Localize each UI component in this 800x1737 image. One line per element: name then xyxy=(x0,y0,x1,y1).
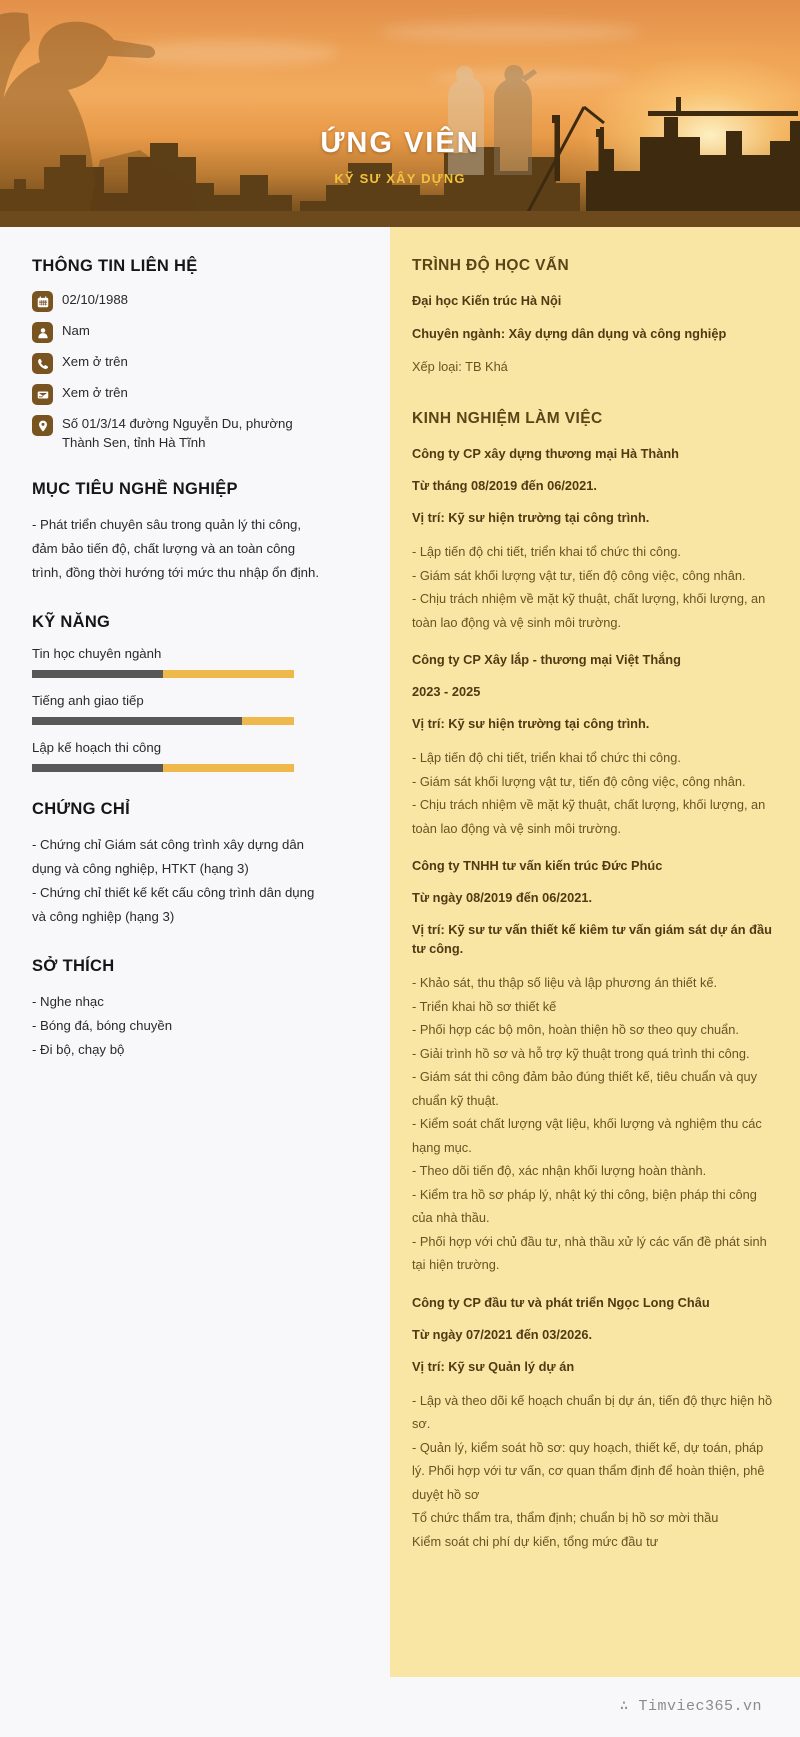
skill-progress-bar xyxy=(32,764,294,772)
experience-bullet: - Khảo sát, thu thập số liệu và lập phương án thiết kế. xyxy=(412,975,718,990)
experience-bullet: - Phối hợp với chủ đầu tư, nhà thầu xử lý các vấn đề phát sinh tại hiện trường. xyxy=(412,1233,767,1272)
objective-text: - Phát triển chuyên sâu trong quản lý thi công, đảm bảo tiến độ, chất lượng và an toàn công trình, đồng thời hướng tới mức thu nhập ổn định. xyxy=(32,517,320,580)
hobby-item: - Đi bộ, chạy bộ xyxy=(32,1042,125,1057)
skill-progress-bar xyxy=(32,717,294,725)
experience-item xyxy=(412,1293,774,1554)
experience-bullet: - Theo dõi tiến độ, xác nhận khối lượng hoàn thành. xyxy=(412,1163,707,1178)
calendar-icon xyxy=(32,291,53,312)
experience-position: Vị trí: Kỹ sư hiện trường tại công trình. xyxy=(412,510,650,525)
section-heading-hobbies: SỞ THÍCH xyxy=(32,957,115,975)
experience-position: Vị trí: Kỹ sư tư vấn thiết kế kiêm tư vấn giám sát dự án đầu tư công. xyxy=(412,922,772,956)
education-grade: Xếp loại: TB Khá xyxy=(412,359,508,374)
skill-progress-bar xyxy=(32,670,294,678)
section-heading-skills: KỸ NĂNG xyxy=(32,613,111,631)
contact-row-gender xyxy=(32,321,322,343)
envelope-icon xyxy=(32,384,53,405)
experience-bullets xyxy=(412,540,774,634)
contact-row-birthdate xyxy=(32,290,322,312)
experience-bullet: - Lập tiến độ chi tiết, triển khai tổ chức thi công. xyxy=(412,750,681,765)
experience-company: Công ty CP Xây lắp - thương mại Việt Thắng xyxy=(412,652,681,667)
contact-list xyxy=(32,290,322,452)
phone-icon xyxy=(32,353,53,374)
left-column xyxy=(0,227,350,1102)
skill-label: Tiếng anh giao tiếp xyxy=(32,693,144,708)
resume-body xyxy=(0,227,800,1677)
section-heading-objective: MỤC TIÊU NGHỀ NGHIỆP xyxy=(32,480,238,498)
contact-row-address xyxy=(32,414,322,452)
experience-period: Từ ngày 07/2021 đến 03/2026. xyxy=(412,1326,592,1342)
contact-value-email: Xem ở trên xyxy=(62,385,128,400)
experience-company: Công ty TNHH tư vấn kiến trúc Đức Phúc xyxy=(412,858,663,873)
experience-bullet: - Giải trình hồ sơ và hỗ trợ kỹ thuật trong quá trình thi công. xyxy=(412,1045,750,1061)
education-school: Đại học Kiến trúc Hà Nội xyxy=(412,293,562,308)
contact-value-address: Số 01/3/14 đường Nguyễn Du, phường Thành Sen, tỉnh Hà Tĩnh xyxy=(62,416,293,450)
column-gap xyxy=(350,227,390,1677)
person-icon xyxy=(32,322,53,343)
contact-value-phone: Xem ở trên xyxy=(62,354,128,369)
experience-bullets xyxy=(412,746,774,840)
experience-bullet: - Giám sát thi công đảm bảo đúng thiết kế, tiêu chuẩn và quy chuẩn kỹ thuật. xyxy=(412,1069,758,1108)
candidate-position: KỸ SƯ XÂY DỰNG xyxy=(334,170,466,186)
skill-item xyxy=(32,740,322,772)
right-column xyxy=(390,227,800,1677)
experience-bullet: - Lập tiến độ chi tiết, triển khai tổ chức thi công. xyxy=(412,544,681,559)
certificate-item: - Chứng chỉ thiết kế kết cấu công trình dân dụng và công nghiệp (hạng 3) xyxy=(32,885,315,924)
experience-bullet: Tổ chức thẩm tra, thẩm định; chuẩn bị hồ sơ mời thầu xyxy=(412,1510,719,1525)
hobby-item: - Nghe nhạc xyxy=(32,994,104,1009)
footer xyxy=(0,1677,800,1733)
experience-bullet: - Kiểm soát chất lượng vật liệu, khối lượng và nghiệm thu các hạng mục. xyxy=(412,1116,762,1155)
experience-company: Công ty CP đầu tư và phát triển Ngọc Long Châu xyxy=(412,1294,710,1310)
section-heading-certificates: CHỨNG CHỈ xyxy=(32,800,130,818)
skill-label: Tin học chuyên ngành xyxy=(32,646,162,661)
skill-progress-fill xyxy=(32,764,163,772)
section-heading-experience: KINH NGHIỆM LÀM VIỆC xyxy=(412,410,603,427)
experience-company: Công ty CP xây dựng thương mại Hà Thành xyxy=(412,446,679,461)
experience-period: 2023 - 2025 xyxy=(412,684,481,699)
section-heading-contact: THÔNG TIN LIÊN HỆ xyxy=(32,257,198,275)
banner-text-group xyxy=(0,128,800,186)
skill-progress-fill xyxy=(32,717,242,725)
skill-label: Lập kế hoạch thi công xyxy=(32,740,162,755)
experience-bullet: - Kiểm tra hồ sơ pháp lý, nhật ký thi công, biện pháp thi công của nhà thầu. xyxy=(412,1186,757,1225)
certificate-item: - Chứng chỉ Giám sát công trình xây dựng dân dụng và công nghiệp, HTKT (hạng 3) xyxy=(32,837,305,876)
hobby-item: - Bóng đá, bóng chuyền xyxy=(32,1018,173,1033)
cloud-shape xyxy=(380,22,640,42)
candidate-title: ỨNG VIÊN xyxy=(320,127,480,159)
experience-bullets xyxy=(412,971,774,1277)
location-pin-icon xyxy=(32,415,53,436)
experience-bullet: - Giám sát khối lượng vật tư, tiến độ công việc, công nhân. xyxy=(412,567,746,583)
banner-bottom-band xyxy=(0,211,800,227)
experience-position: Vị trí: Kỹ sư Quản lý dự án xyxy=(412,1358,575,1374)
experience-bullet: - Lập và theo dõi kế hoạch chuẩn bị dự án, tiến độ thực hiện hồ sơ. xyxy=(412,1392,773,1431)
experience-bullet: - Chịu trách nhiệm về mặt kỹ thuật, chất lượng, khối lượng, an toàn lao động và vệ sinh môi trường. xyxy=(412,797,766,836)
section-heading-education: TRÌNH ĐỘ HỌC VẤN xyxy=(412,257,570,274)
contact-row-phone xyxy=(32,352,322,374)
skill-item xyxy=(32,693,322,725)
brand-watermark: ∴ Timviec365.vn xyxy=(619,1697,762,1715)
experience-bullet: Kiểm soát chi phí dự kiến, tổng mức đầu tư xyxy=(412,1533,659,1549)
skill-item xyxy=(32,646,322,678)
contact-value-gender: Nam xyxy=(62,323,90,338)
experience-item xyxy=(412,444,774,634)
experience-bullet: - Giám sát khối lượng vật tư, tiến độ công việc, công nhân. xyxy=(412,773,746,789)
experience-period: Từ tháng 08/2019 đến 06/2021. xyxy=(412,478,597,493)
contact-value-birthdate: 02/10/1988 xyxy=(62,292,129,307)
experience-position: Vị trí: Kỹ sư hiện trường tại công trình. xyxy=(412,716,650,731)
experience-bullet: - Quản lý, kiểm soát hồ sơ: quy hoạch, thiết kế, dự toán, pháp lý. Phối hợp với tư vấn, cơ quan thẩm định để hoàn thiện, phê duyệt hồ sơ xyxy=(412,1439,765,1502)
experience-item xyxy=(412,856,774,1277)
experience-bullet: - Phối hợp các bộ môn, hoàn thiện hồ sơ theo quy chuẩn. xyxy=(412,1022,739,1037)
header-banner xyxy=(0,0,800,227)
experience-item xyxy=(412,650,774,840)
contact-row-email xyxy=(32,383,322,405)
education-major: Chuyên ngành: Xây dựng dân dụng và công nghiệp xyxy=(412,326,727,341)
experience-period: Từ ngày 08/2019 đến 06/2021. xyxy=(412,890,592,905)
experience-bullets xyxy=(412,1389,774,1554)
experience-bullet: - Chịu trách nhiệm về mặt kỹ thuật, chất lượng, khối lượng, an toàn lao động và vệ sinh môi trường. xyxy=(412,591,766,630)
experience-bullet: - Triển khai hồ sơ thiết kế xyxy=(412,998,557,1014)
skill-progress-fill xyxy=(32,670,163,678)
worker-helmet-silhouette xyxy=(0,0,260,227)
